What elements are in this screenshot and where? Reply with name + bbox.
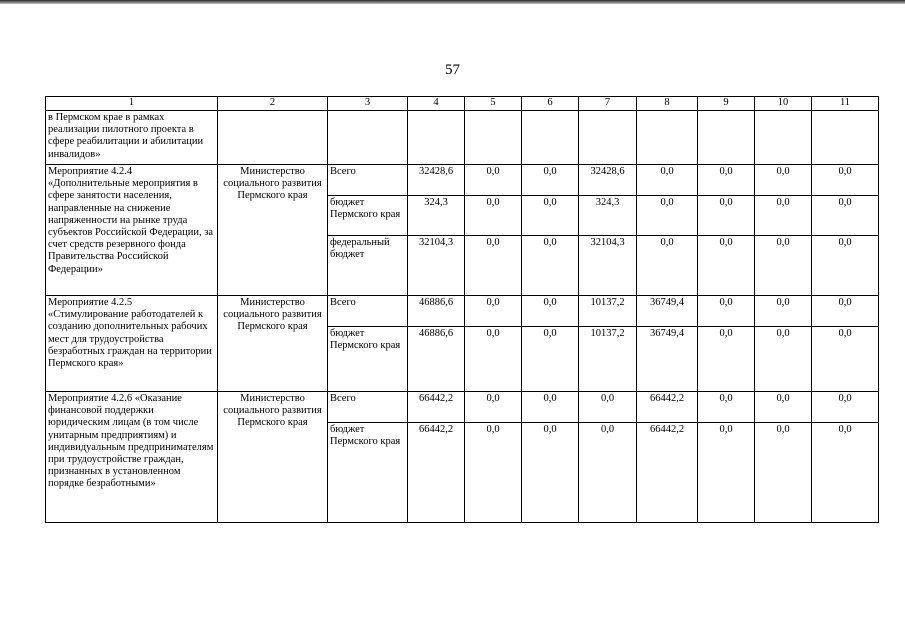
measure-name: Мероприятие 4.2.6 «Оказание финансовой поддержки юридическим лицам (в том числе унитарным предприятиям) и индивидуальным предпринимателям при трудоустройстве граждан, признанных в установленном порядке безработными»	[46, 392, 218, 523]
value-cell: 0,0	[755, 196, 812, 236]
measure-name: Мероприятие 4.2.4 «Дополнительные мероприятия в сфере занятости населения, направленные на снижение напряженности на рынке труда субъектов Российской Федерации, за счет средств резервного фонда Правительства Российской Федерации»	[46, 165, 218, 296]
table-row	[46, 296, 879, 327]
value-cell: 0,0	[698, 392, 755, 423]
value-cell: 66442,2	[637, 392, 698, 423]
funding-source: Всего	[328, 296, 408, 327]
column-number: 8	[637, 97, 698, 111]
value-cell: 0,0	[579, 423, 637, 523]
value-cell: 0,0	[522, 327, 579, 392]
responsible-executor: Министерство социального развития Пермского края	[218, 392, 328, 523]
value-cell: 0,0	[465, 423, 522, 523]
value-cell: 0,0	[755, 423, 812, 523]
empty-cell	[637, 111, 698, 165]
responsible-executor: Министерство социального развития Пермского края	[218, 296, 328, 392]
funding-source: Всего	[328, 392, 408, 423]
value-cell: 36749,4	[637, 296, 698, 327]
value-cell: 10137,2	[579, 296, 637, 327]
value-cell: 0,0	[465, 392, 522, 423]
value-cell: 0,0	[522, 392, 579, 423]
value-cell: 0,0	[465, 236, 522, 296]
empty-cell	[579, 111, 637, 165]
value-cell: 0,0	[698, 296, 755, 327]
value-cell: 0,0	[755, 296, 812, 327]
value-cell: 0,0	[812, 196, 879, 236]
continuation-row	[46, 111, 879, 165]
responsible-executor: Министерство социального развития Пермского края	[218, 165, 328, 296]
column-number: 5	[465, 97, 522, 111]
empty-cell	[218, 111, 328, 165]
value-cell: 0,0	[637, 236, 698, 296]
column-number: 7	[579, 97, 637, 111]
value-cell: 0,0	[465, 296, 522, 327]
value-cell: 0,0	[465, 196, 522, 236]
value-cell: 0,0	[812, 392, 879, 423]
value-cell: 0,0	[812, 423, 879, 523]
column-number: 4	[408, 97, 465, 111]
value-cell: 0,0	[698, 327, 755, 392]
value-cell: 0,0	[755, 236, 812, 296]
value-cell: 0,0	[812, 236, 879, 296]
funding-source: бюджет Пермского края	[328, 196, 408, 236]
empty-cell	[698, 111, 755, 165]
value-cell: 0,0	[755, 327, 812, 392]
empty-cell	[812, 111, 879, 165]
value-cell: 0,0	[579, 392, 637, 423]
funding-source: федеральный бюджет	[328, 236, 408, 296]
value-cell: 324,3	[579, 196, 637, 236]
value-cell: 0,0	[522, 196, 579, 236]
column-number: 3	[328, 97, 408, 111]
value-cell: 0,0	[698, 196, 755, 236]
page-number: 57	[445, 62, 460, 78]
value-cell: 66442,2	[408, 392, 465, 423]
value-cell: 0,0	[637, 196, 698, 236]
value-cell: 0,0	[698, 236, 755, 296]
empty-cell	[328, 111, 408, 165]
column-number-row	[46, 97, 879, 111]
empty-cell	[755, 111, 812, 165]
value-cell: 32428,6	[579, 165, 637, 196]
value-cell: 66442,2	[408, 423, 465, 523]
value-cell: 46886,6	[408, 327, 465, 392]
funding-source: бюджет Пермского края	[328, 327, 408, 392]
empty-cell	[522, 111, 579, 165]
empty-cell	[408, 111, 465, 165]
value-cell: 0,0	[522, 236, 579, 296]
column-number: 10	[755, 97, 812, 111]
empty-cell	[465, 111, 522, 165]
table-row	[46, 165, 879, 196]
value-cell: 0,0	[812, 165, 879, 196]
value-cell: 0,0	[637, 165, 698, 196]
funding-source: бюджет Пермского края	[328, 423, 408, 523]
measure-name: Мероприятие 4.2.5 «Стимулирование работодателей к созданию дополнительных рабочих мест для трудоустройства безработных граждан на территории Пермского края»	[46, 296, 218, 392]
value-cell: 10137,2	[579, 327, 637, 392]
table-row	[46, 392, 879, 423]
column-number: 9	[698, 97, 755, 111]
value-cell: 0,0	[465, 165, 522, 196]
scan-edge	[0, 0, 905, 4]
value-cell: 0,0	[698, 423, 755, 523]
value-cell: 32104,3	[408, 236, 465, 296]
value-cell: 0,0	[812, 327, 879, 392]
value-cell: 0,0	[755, 165, 812, 196]
value-cell: 0,0	[522, 296, 579, 327]
column-number: 2	[218, 97, 328, 111]
column-number: 6	[522, 97, 579, 111]
value-cell: 324,3	[408, 196, 465, 236]
funding-source: Всего	[328, 165, 408, 196]
continuation-text: в Пермском крае в рамках реализации пилотного проекта в сфере реабилитации и абилитации инвалидов»	[46, 111, 218, 165]
value-cell: 32104,3	[579, 236, 637, 296]
column-number: 11	[812, 97, 879, 111]
value-cell: 0,0	[522, 423, 579, 523]
value-cell: 46886,6	[408, 296, 465, 327]
value-cell: 66442,2	[637, 423, 698, 523]
value-cell: 0,0	[465, 327, 522, 392]
value-cell: 0,0	[522, 165, 579, 196]
column-number: 1	[46, 97, 218, 111]
value-cell: 0,0	[755, 392, 812, 423]
value-cell: 0,0	[812, 296, 879, 327]
value-cell: 32428,6	[408, 165, 465, 196]
value-cell: 0,0	[698, 165, 755, 196]
value-cell: 36749,4	[637, 327, 698, 392]
program-table	[45, 96, 879, 523]
